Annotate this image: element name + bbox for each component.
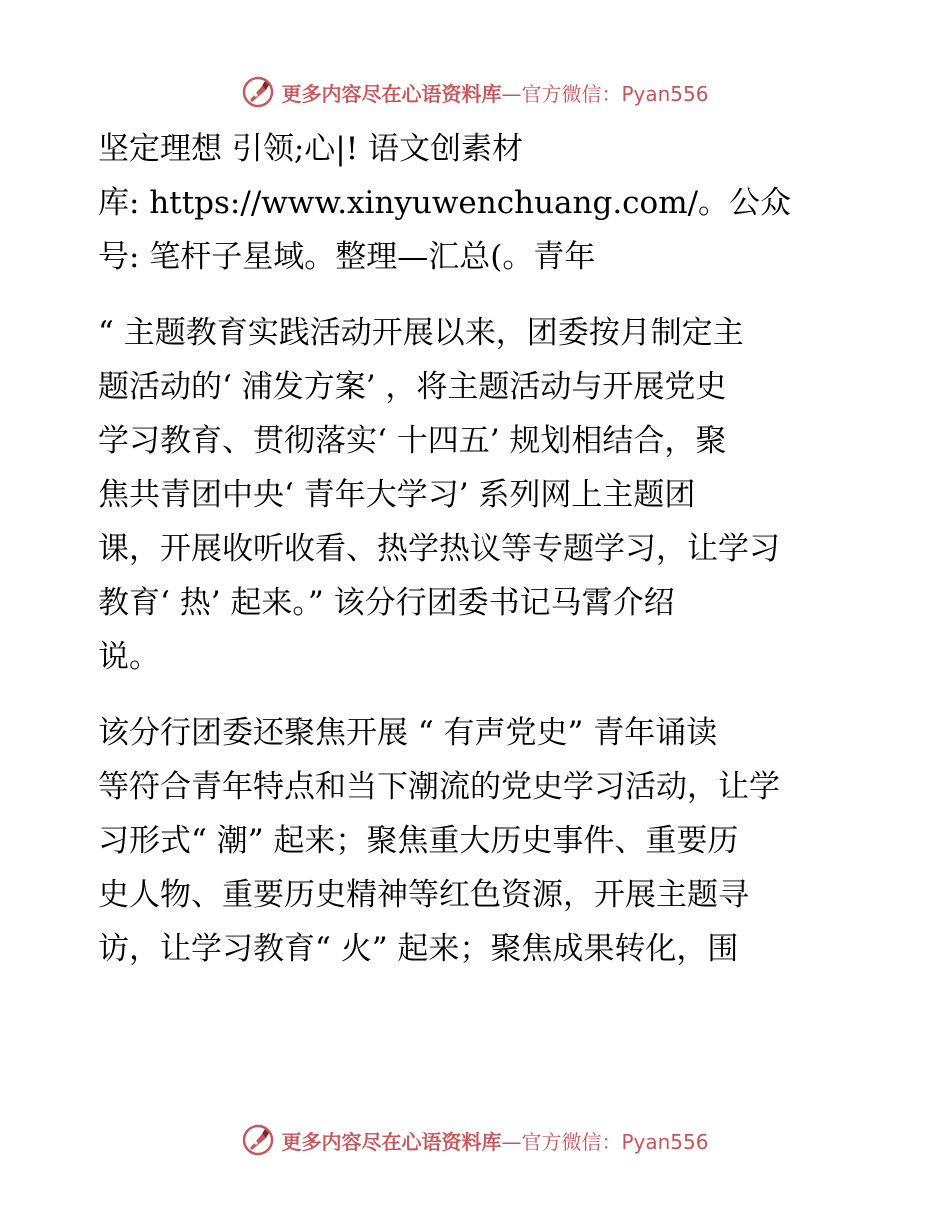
header-banner [0, 72, 950, 112]
text-line: 号: 笔杆子星域。整理—汇总(。青年 [98, 239, 596, 275]
paragraph-gap [98, 684, 858, 706]
text-line: 焦共青团中央‘ 青年大学习’ 系列网上主题团 [98, 477, 696, 513]
pen-nib-logo-icon [241, 75, 275, 109]
text-line: 访，让学习教育“ 火” 起来；聚焦成果转化，围 [98, 931, 739, 967]
footer-site-name: 更多内容尽在心语资料库 [281, 1129, 502, 1154]
text-line: 习形式“ 潮” 起来；聚焦重大历史事件、重要历 [98, 823, 739, 859]
header-site-name: 更多内容尽在心语资料库 [281, 81, 502, 106]
text-line: 该分行团委还聚焦开展 “ 有声党史” 青年诵读 [98, 715, 718, 751]
text-line: 坚定理想 引领;心|! 语文创素材 [98, 131, 524, 167]
text-line: 课，开展收听收看、热学热议等专题学习，让学习 [98, 531, 780, 567]
paragraph [98, 706, 858, 976]
text-line: 教育‘ 热’ 起来。” 该分行团委书记马霄介绍 [98, 585, 675, 621]
footer-banner [0, 1120, 950, 1160]
header-contact: 官方微信：Pyan556 [521, 81, 709, 106]
footer-contact: 官方微信：Pyan556 [521, 1129, 709, 1154]
text-line: 等符合青年特点和当下潮流的党史学习活动，让学 [98, 769, 780, 805]
header-separator: — [501, 81, 522, 106]
text-line: 题活动的‘ 浦发方案’ ，将主题活动与开展党史 [98, 369, 727, 405]
header-banner-text [281, 78, 708, 107]
text-line: 学习教育、贯彻落实‘ 十四五’ 规划相结合，聚 [98, 423, 727, 459]
footer-separator: — [501, 1129, 522, 1154]
paragraph-gap [98, 284, 858, 306]
text-line: 库: https://www.xinyuwenchuang.com/。公众 [98, 185, 792, 221]
paragraph [98, 122, 858, 284]
text-line: 说。 [98, 639, 160, 675]
document-body [98, 122, 858, 976]
pen-nib-logo-icon [241, 1123, 275, 1157]
text-line: 史人物、重要历史精神等红色资源，开展主题寻 [98, 877, 749, 913]
paragraph [98, 306, 858, 684]
footer-banner-text [281, 1126, 708, 1155]
text-line: “ 主题教育实践活动开展以来，团委按月制定主 [98, 315, 744, 351]
